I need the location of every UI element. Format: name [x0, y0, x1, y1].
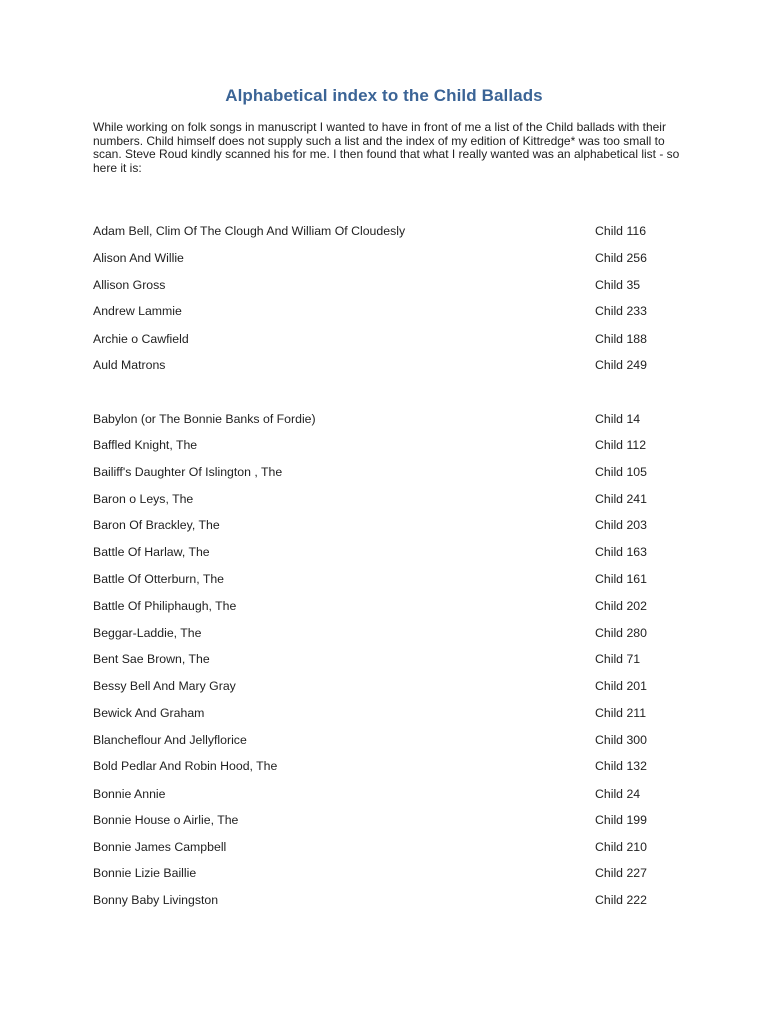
- child-number: Child 112: [595, 438, 647, 452]
- page-title: Alphabetical index to the Child Ballads: [225, 86, 543, 105]
- list-item: [93, 303, 673, 319]
- list-item: [93, 571, 673, 587]
- ballad-title: Baron o Leys, The: [93, 492, 194, 506]
- ballad-title: Alison And Willie: [93, 251, 184, 265]
- child-number: Child 222: [595, 893, 647, 907]
- ballad-title: Archie o Cawfield: [93, 332, 189, 346]
- child-number: Child 24: [595, 787, 641, 801]
- child-number: Child 71: [595, 652, 641, 666]
- ballad-title: Blancheflour And Jellyflorice: [93, 733, 247, 747]
- ballad-title: Bailiff's Daughter Of Islington , The: [93, 465, 283, 479]
- child-number: Child 116: [595, 224, 647, 238]
- child-number: Child 105: [595, 465, 647, 479]
- child-number: Child 35: [595, 278, 641, 292]
- list-item: [93, 277, 673, 293]
- ballad-title: Battle Of Harlaw, The: [93, 545, 210, 559]
- list-item: [93, 839, 673, 855]
- child-number: Child 199: [595, 813, 647, 827]
- child-number: Child 210: [595, 840, 647, 854]
- ballad-title: Babylon (or The Bonnie Banks of Fordie): [93, 412, 316, 426]
- child-number: Child 211: [595, 706, 647, 720]
- ballad-title: Bonnie Lizie Baillie: [93, 866, 197, 880]
- list-item: [93, 786, 673, 802]
- list-item: [93, 812, 673, 828]
- ballad-title: Beggar-Laddie, The: [93, 626, 202, 640]
- list-item: [93, 865, 673, 881]
- ballad-title: Bonnie James Campbell: [93, 840, 227, 854]
- child-number: Child 300: [595, 733, 647, 747]
- ballad-title: Battle Of Philiphaugh, The: [93, 599, 237, 613]
- list-item: [93, 758, 673, 774]
- list-item: [93, 357, 673, 373]
- ballad-title: Bewick And Graham: [93, 706, 205, 720]
- list-item: [93, 651, 673, 667]
- child-number: Child 249: [595, 358, 647, 372]
- ballad-title: Baron Of Brackley, The: [93, 518, 220, 532]
- list-item: [93, 625, 673, 641]
- intro-paragraph: While working on folk songs in manuscript I wanted to have in front of me a list of the Child ballads with their numbers. Child himself does not supply such a list and the index of my edition of Kittredge* was too small to scan. Steve Roud kindly scanned his for me. I then found that what I really wanted was an alphabetical list - so here it is:: [93, 120, 680, 175]
- child-number: Child 256: [595, 251, 647, 265]
- ballad-title: Baffled Knight, The: [93, 438, 198, 452]
- child-number: Child 163: [595, 545, 647, 559]
- ballad-title: Andrew Lammie: [93, 304, 182, 318]
- ballad-title: Bonny Baby Livingston: [93, 893, 219, 907]
- list-item: [93, 598, 673, 614]
- ballad-title: Adam Bell, Clim Of The Clough And William Of Cloudesly: [93, 224, 406, 238]
- ballad-title: Battle Of Otterburn, The: [93, 572, 225, 586]
- ballad-title: Allison Gross: [93, 278, 166, 292]
- ballad-title: Bonnie Annie: [93, 787, 166, 801]
- list-item: [93, 544, 673, 560]
- ballad-title: Bessy Bell And Mary Gray: [93, 679, 236, 693]
- ballad-title: Bonnie House o Airlie, The: [93, 813, 239, 827]
- list-item: [93, 705, 673, 721]
- list-item: [93, 517, 673, 533]
- list-item: [93, 732, 673, 748]
- list-item: [93, 491, 673, 507]
- list-item: [93, 678, 673, 694]
- list-item: [93, 892, 673, 908]
- child-number: Child 188: [595, 332, 647, 346]
- child-number: Child 161: [595, 572, 647, 586]
- child-number: Child 233: [595, 304, 647, 318]
- child-number: Child 280: [595, 626, 647, 640]
- child-number: Child 202: [595, 599, 647, 613]
- ballad-title: Bold Pedlar And Robin Hood, The: [93, 759, 278, 773]
- child-number: Child 201: [595, 679, 647, 693]
- list-item: [93, 411, 673, 427]
- list-item: [93, 464, 673, 480]
- child-number: Child 132: [595, 759, 647, 773]
- child-number: Child 14: [595, 412, 641, 426]
- list-item: [93, 250, 673, 266]
- child-number: Child 241: [595, 492, 647, 506]
- ballad-title: Auld Matrons: [93, 358, 166, 372]
- list-item: [93, 223, 673, 239]
- ballad-title: Bent Sae Brown, The: [93, 652, 210, 666]
- child-number: Child 203: [595, 518, 647, 532]
- child-number: Child 227: [595, 866, 647, 880]
- list-item: [93, 331, 673, 347]
- list-item: [93, 437, 673, 453]
